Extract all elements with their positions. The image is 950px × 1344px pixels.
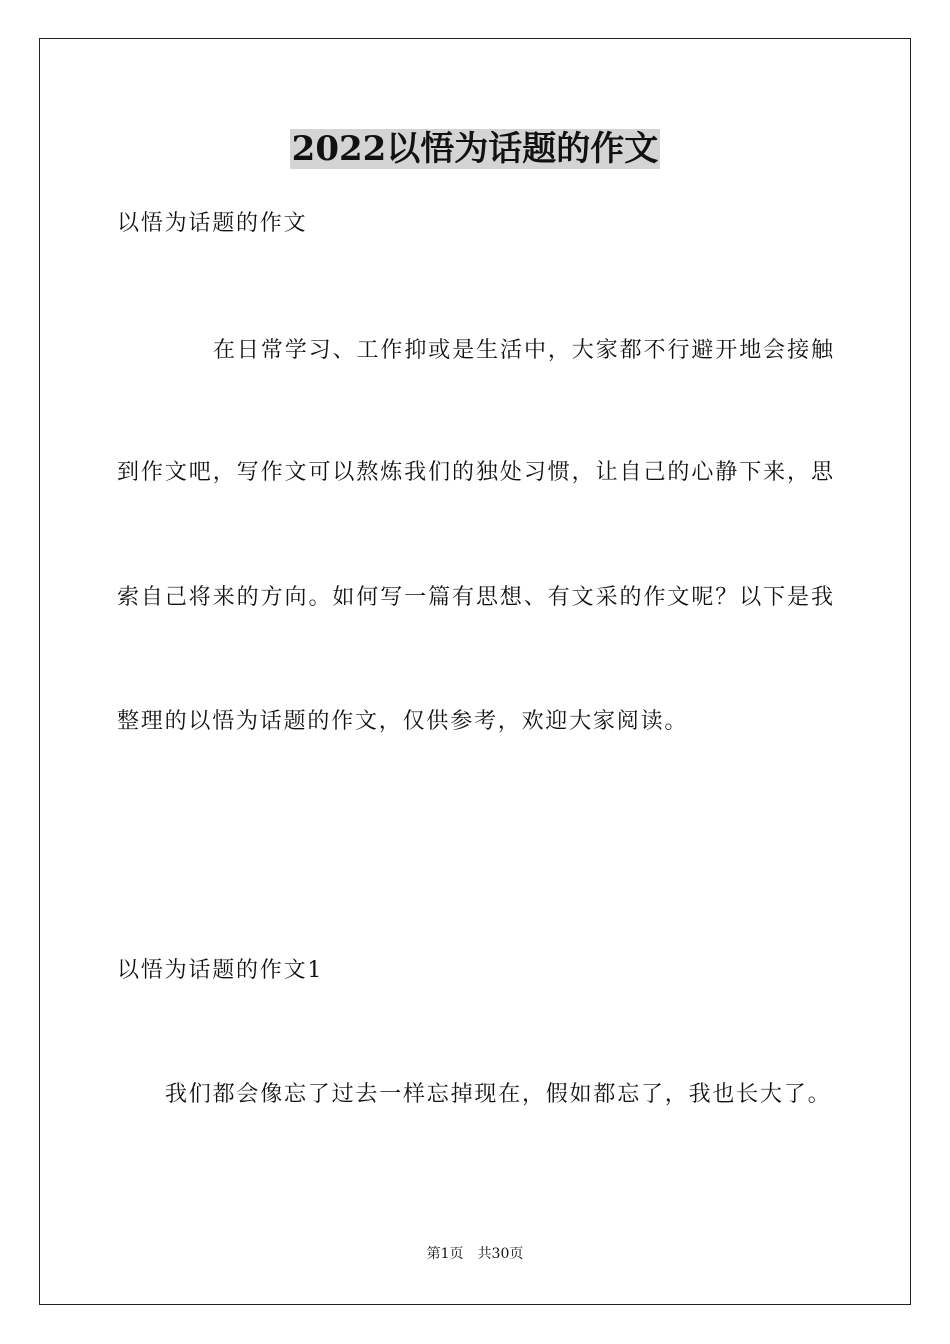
document-subtitle: 以悟为话题的作文 [117,211,308,236]
document-title [0,126,950,172]
intro-paragraph-line-4: 整理的以悟为话题的作文，仅供参考，欢迎大家阅读。 [117,709,689,734]
intro-paragraph-line-1: 在日常学习、工作抑或是生活中，大家都不行避开地会接触 [213,338,833,363]
intro-paragraph-line-3: 索自己将来的方向。如何写一篇有思想、有文采的作文呢？以下是我 [117,585,833,610]
section-heading: 以悟为话题的作文1 [117,958,324,983]
intro-paragraph-line-2: 到作文吧，写作文可以熬炼我们的独处习惯，让自己的心静下来，思 [117,460,833,485]
document-title-text: 2022以悟为话题的作文 [291,129,659,169]
section-paragraph-line-1: 我们都会像忘了过去一样忘掉现在，假如都忘了，我也长大了。 [165,1082,832,1107]
page-footer: 第1页 共30页 [426,1246,524,1262]
